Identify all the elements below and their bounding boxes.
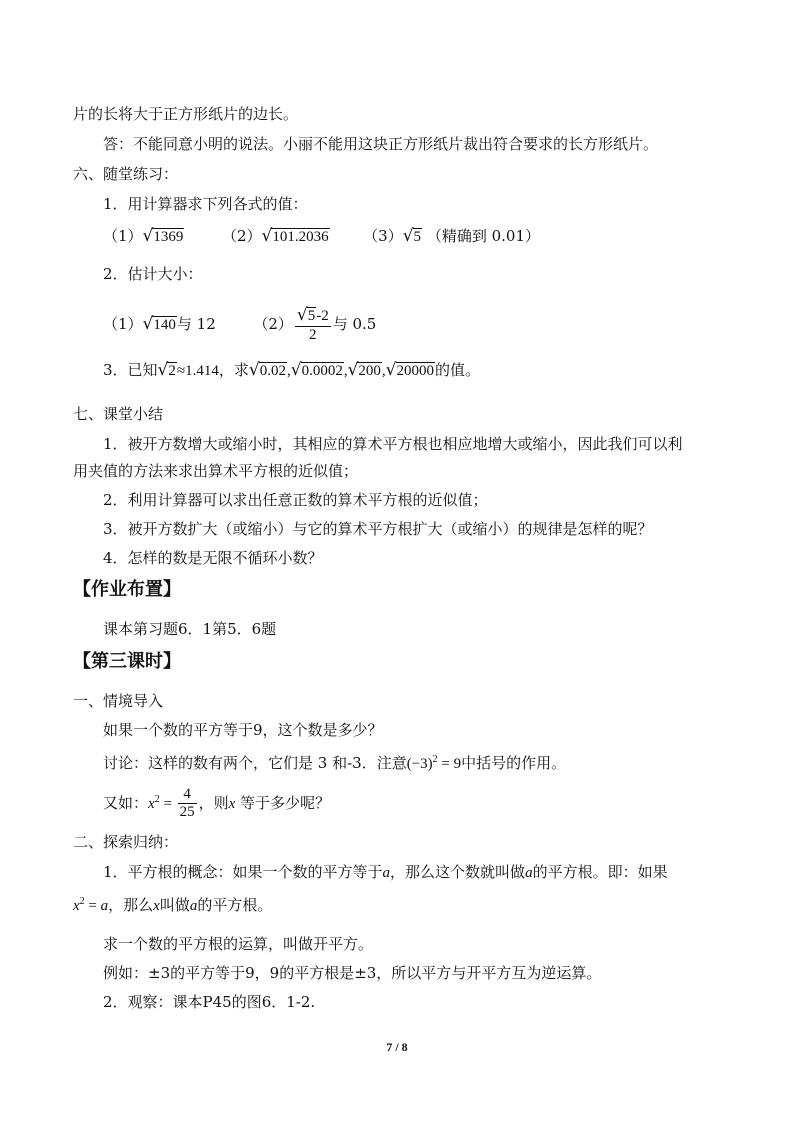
section-heading-practice: 六、随堂练习： (73, 165, 179, 183)
sqrt-101-2036: √101.2036 (261, 226, 329, 246)
summary-4: 4．怎样的数是无限不循环小数？ (103, 549, 323, 567)
exercise-2-title: 2．估计大小： (103, 265, 203, 283)
section-heading-explore: 二、探索归纳： (73, 833, 179, 851)
item-label: （2） (221, 227, 262, 245)
item-label: （3） (363, 227, 403, 245)
text-line: 片的长将大于正方形纸片的边长。 (73, 105, 299, 123)
summary-1b: 用夹值的方法来求出算术平方根的近似值； (73, 462, 359, 480)
exercise-1-title: 1．用计算器求下列各式的值： (103, 195, 308, 213)
concept-line-1: 1．平方根的概念：如果一个数的平方等于a，那么这个数就叫做a的平方根。即：如果 (103, 863, 668, 881)
observe-line: 2．观察：课本P45的图6．1-2. (103, 993, 316, 1011)
page-number: 7 / 8 (386, 1040, 408, 1054)
homework-heading: 【作业布置】 (73, 579, 181, 600)
section-heading-intro: 一、情境导入 (73, 692, 164, 710)
definition-operation: 求一个数的平方根的运算，叫做开平方。 (103, 935, 374, 953)
summary-2: 2．利用计算器可以求出任意正数的算术平方根的近似值； (103, 491, 488, 509)
intro-question: 如果一个数的平方等于9，这个数是多少？ (103, 721, 383, 739)
expression-neg3-squared: $(-3)^2 = 9$ (406, 754, 462, 772)
item-label: （1） (103, 227, 143, 245)
example-line: 又如：$x^2$ = $\frac{4}{25}$ ，则x 等于多少呢？ (103, 786, 331, 821)
exercise-2-items (103, 306, 794, 344)
homework-text: 课本第习题6．1第5．6题 (103, 620, 277, 638)
compare-text: 与 12 (176, 314, 216, 333)
item-label: （1） (103, 314, 143, 333)
item-label: （2） (253, 314, 293, 333)
sqrt-0-02: √0.02 (248, 360, 286, 380)
sqrt-0-0002: √0.0002 (290, 360, 343, 380)
fraction-sqrt5-minus-2-over-2: $\frac{√5-2}{2}$ (296, 305, 329, 343)
answer-line: 答：不能同意小明的说法。小丽不能用这块正方形纸片裁出符合要求的长方形纸片。 (103, 135, 659, 153)
exercise-1-items (103, 226, 794, 247)
sqrt-5: √5 (402, 226, 422, 246)
sqrt-200: √200 (347, 360, 381, 380)
summary-1a: 1．被开方数增大或缩小时，其相应的算术平方根也相应地增大或缩小，因此我们可以利 (103, 435, 683, 453)
sqrt-140: √140 (142, 313, 176, 334)
compare-text: 与 0.5 (332, 314, 377, 333)
exercise-3: 3．已知√2≈1.414，求√0.02,√0.0002,√200,√20000的值。 (103, 360, 481, 380)
precision-note: （精确到 0.01） (426, 227, 540, 245)
fraction-4-over-25: $\frac{4}{25}$ (179, 786, 195, 821)
example-plus-minus-3: 例如：±3的平方等于9，9的平方根是±3，所以平方与开平方互为逆运算。 (103, 964, 602, 982)
lesson-3-heading: 【第三课时】 (73, 651, 181, 672)
discussion-line: 讨论：这样的数有两个，它们是 3 和-3．注意$(-3)^2 = 9$中括号的作用。 (103, 754, 567, 772)
concept-line-2: $x^2 = a$，那么x叫做a的平方根。 (73, 896, 273, 914)
sqrt-20000: √20000 (385, 360, 435, 380)
summary-3: 3．被开方数扩大（或缩小）与它的算术平方根扩大（或缩小）的规律是怎样的呢？ (103, 520, 653, 538)
sqrt-1369: √1369 (142, 226, 184, 246)
section-heading-summary: 七、课堂小结 (73, 405, 164, 423)
sqrt-2: √2 (157, 360, 176, 380)
